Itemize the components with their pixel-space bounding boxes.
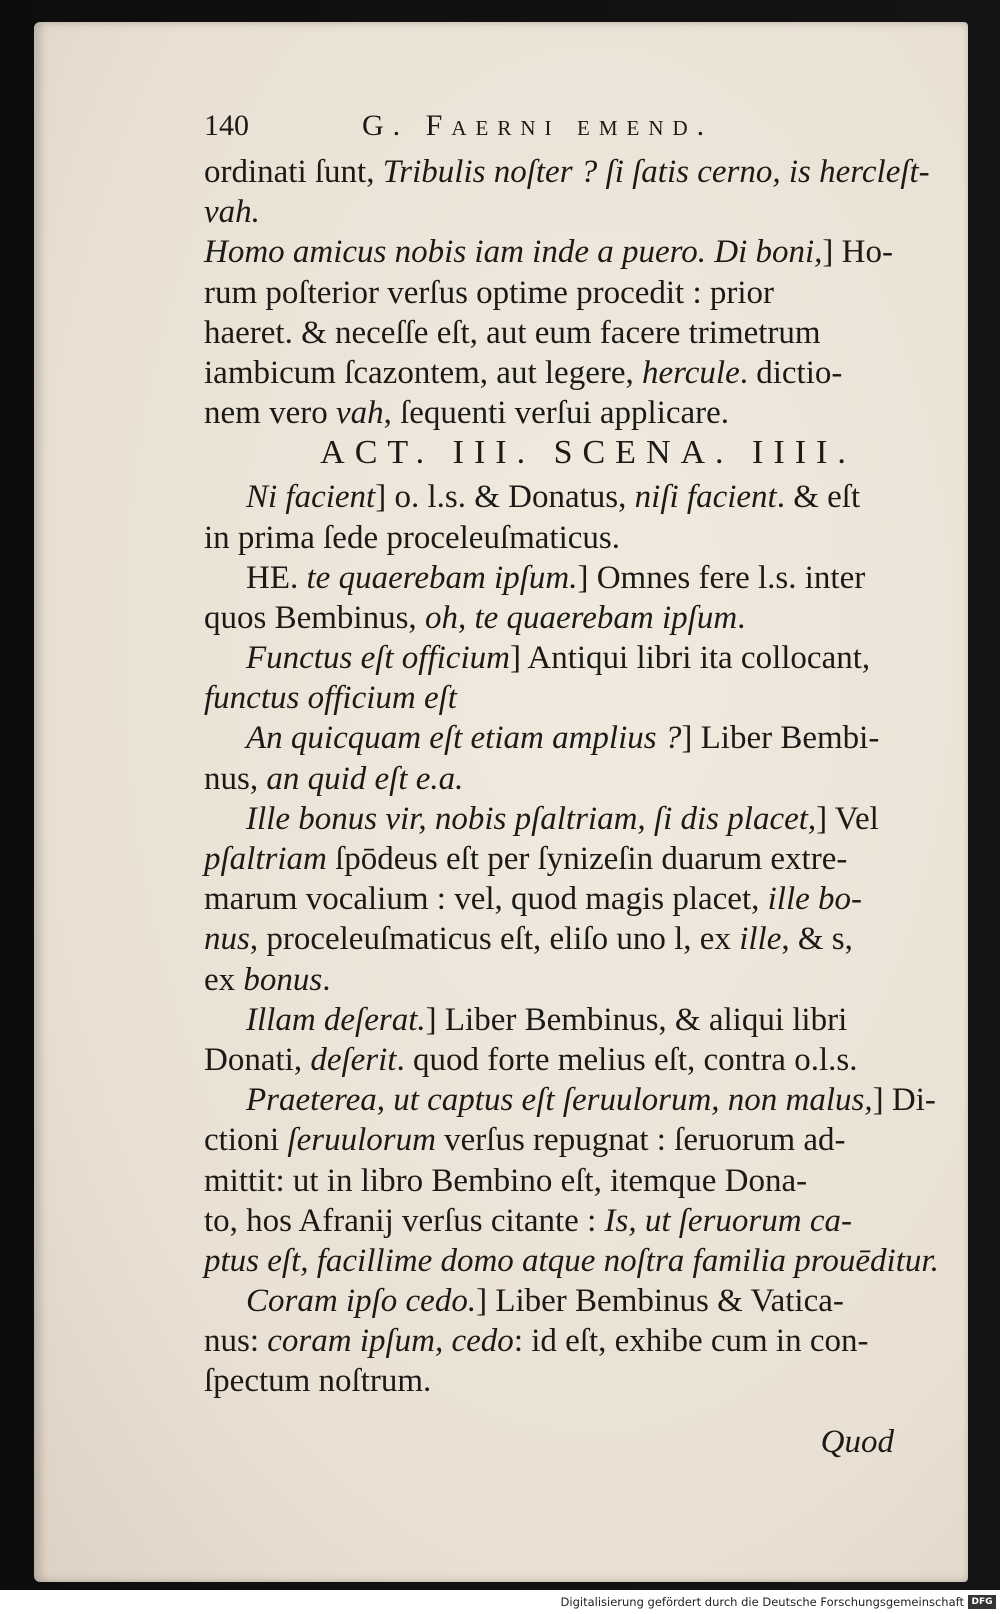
text-segment: ctioni [204,1122,288,1159]
text-segment: ACT. III. SCENA. IIII. [320,434,856,472]
text-segment: HE. [246,559,307,596]
text-line [204,518,964,558]
text-segment: nus: [204,1323,268,1360]
text-segment: ordinati ſunt, [204,154,383,190]
italic-segment: an quid eſt e.a. [266,760,464,797]
dfg-logo: DFG [968,1595,996,1609]
text-line [204,558,964,598]
text-line [204,273,964,313]
italic-segment: Tribulis noſter ? ſi ſatis cerno, is hercleſt- [382,154,930,190]
text-segment: ] Antiqui libri ita collocant, [509,640,871,677]
text-line [204,638,964,678]
scene-heading [204,433,964,477]
italic-segment: ſeruulorum [287,1122,436,1159]
text-line [204,919,964,959]
italic-segment: oh, te quaerebam ipſum [424,599,738,636]
italic-segment: vah. [204,194,260,231]
text-line [204,1080,964,1120]
text-segment: ] o. l.s. & Donatus, [375,479,635,516]
text-segment: ] Ho- [822,234,893,271]
text-segment: haeret. & neceſſe eſt, aut eum facere trimetrum [204,314,821,351]
italic-segment: te quaerebam ipſum. [306,559,578,596]
text-segment: ] Di- [872,1082,936,1119]
italic-segment: An quicquam eſt etiam amplius ? [246,720,682,757]
text-line [204,1321,964,1361]
text-line [204,1040,964,1080]
italic-segment: deſerit [310,1041,397,1078]
text-line [204,1000,964,1040]
footer-credit: Digitalisierung gefördert durch die Deutsche Forschungsgemeinschaft [560,1595,964,1609]
text-line [204,192,964,232]
running-head [204,106,964,152]
text-line [204,477,964,517]
italic-segment: Is, ut ſeruorum ca- [604,1202,852,1239]
text-segment: ] Liber Bembinus, & aliqui libri [425,1001,848,1038]
italic-segment: Illam deſerat. [246,1001,426,1038]
text-line [204,799,964,839]
text-segment: verſus repugnat : ſeruorum ad- [435,1122,846,1159]
text-line [204,598,964,638]
page-number: 140 [204,109,249,142]
text-segment: nus, [204,760,267,797]
digitization-footer [0,1590,1000,1614]
italic-segment: Praeterea, ut captus eſt ſeruulorum, non malus, [246,1082,873,1119]
italic-segment: pſaltriam [204,841,327,877]
text-segment: mittit: ut in libro Bembino eſt, itemque Dona- [204,1162,808,1199]
text-segment: , proceleuſmaticus eſt, eliſo uno l, ex [249,921,740,958]
text-line [204,759,964,799]
italic-segment: Homo amicus nobis iam inde a puero. Di boni, [204,234,823,271]
italic-segment: bonus [243,961,323,998]
text-segment: . [737,599,746,636]
catchword: Quod [820,1423,894,1460]
text-line [204,879,964,919]
text-segment: , & s, [781,921,853,958]
text-line [204,1361,964,1401]
text-segment: ſpectum noſtrum. [204,1363,432,1400]
text-segment: ] Omnes fere l.s. inter [577,559,866,596]
italic-segment: coram ipſum, cedo [267,1323,514,1360]
text-segment: rum poſterior verſus optime procedit : prior [204,274,775,311]
text-segment: ſpōdeus eſt per ſynizeſin duarum extre- [326,841,848,877]
text-segment: ] Liber Bembi- [681,720,880,757]
italic-segment: Ille bonus vir, nobis pſaltriam, ſi dis placet, [246,800,817,837]
text-segment: . quod forte melius eſt, contra o.l.s. [396,1041,858,1078]
text-line [204,839,964,879]
text-line [204,1201,964,1241]
text-segment: ex [204,961,244,998]
italic-segment: vah [335,395,384,432]
text-segment: to, hos Afranij verſus citante : [204,1202,605,1239]
text-line [204,232,964,272]
italic-segment: functus officium eſt [204,680,457,717]
text-line [204,960,964,1000]
text-line [204,353,964,393]
text-line [204,1120,964,1160]
body-text [204,152,964,1402]
text-segment: iambicum ſcazontem, aut legere, [204,354,642,391]
text-segment: in prima ſede proceleuſmaticus. [204,519,621,556]
text-segment: : id eſt, exhibe cum in con- [513,1323,869,1360]
italic-segment: Coram ipſo cedo. [246,1283,477,1320]
italic-segment: Functus eſt officium [246,640,510,677]
text-segment: quos Bembinus, [204,599,425,636]
text-line [204,393,964,433]
text-line [204,718,964,758]
text-line [204,152,964,192]
text-segment: . & eſt [776,479,861,516]
book-page [34,22,968,1582]
text-line [204,1161,964,1201]
italic-segment: ptus eſt, facillime domo atque noſtra familia prouēditur. [204,1242,939,1279]
text-segment: , ſequenti verſui applicare. [383,395,730,432]
italic-segment: hercule [641,354,740,391]
text-segment: marum vocalium : vel, quod magis placet, [204,881,768,918]
italic-segment: Ni facient [246,479,376,516]
text-segment: . dictio- [739,354,843,391]
italic-segment: ille [739,921,782,958]
text-segment: nem vero [204,395,336,432]
text-segment: . [322,961,331,998]
running-head-title: G. Faerni emend. [362,109,714,142]
text-line [204,678,964,718]
italic-segment: nus [204,921,250,958]
text-line [204,313,964,353]
text-line [204,1241,964,1281]
text-segment: ] Vel [816,800,879,837]
text-line [204,1281,964,1321]
italic-segment: ille bo- [767,881,863,918]
italic-segment: niſi facient [634,479,777,516]
text-block [204,106,964,1462]
text-segment: Donati, [204,1041,311,1078]
text-segment: ] Liber Bembinus & Vatica- [476,1283,844,1320]
